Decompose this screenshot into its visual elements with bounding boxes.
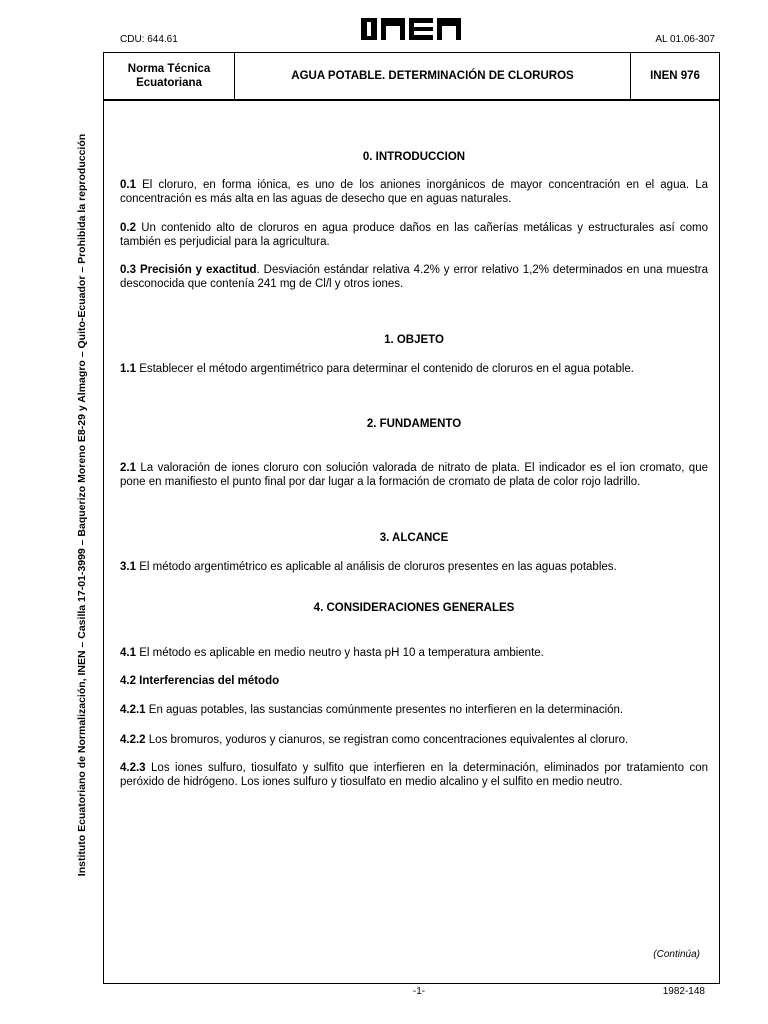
norm-type-cell [104, 53, 234, 99]
paragraph-4-2-3: 4.2.3 Los iones sulfuro, tiosulfato y sulfito que interfieren en la determinación, eliminados por tratamiento con peróxido de hidrógeno. Los iones sulfuro y tiosulfato en medio alcalino y el sulfito en medio neutro. [120, 762, 708, 788]
sidebar-text: Instituto Ecuatoriano de Normalización, INEN – Casilla 17-01-3999 – Baquerizo Moreno E8-29 y Almagro – Quito-Ecuador – Prohibida la reproducción [76, 133, 88, 877]
paragraph-1-1: 1.1 Establecer el método argentimétrico para determinar el contenido de cloruros en el agua potable. [120, 363, 634, 375]
heading-consideraciones: 4. CONSIDERACIONES GENERALES [313, 602, 515, 614]
cdu-code: CDU: 644.61 [120, 34, 178, 45]
paragraph-0-3: 0.3 Precisión y exactitud. Desviación estándar relativa 4.2% y error relativo 1,2% determinados en una muestra desconocida que contenía 241 mg de Cl/l y otros iones. [120, 264, 708, 290]
heading-alcance: 3. ALCANCE [379, 532, 449, 544]
header-table [103, 52, 720, 100]
page-number: -1- [412, 986, 426, 997]
heading-fundamento: 2. FUNDAMENTO [366, 418, 462, 430]
paragraph-4-2-2: 4.2.2 Los bromuros, yoduros y cianuros, se registran como concentraciones equivalentes al cloruro. [120, 734, 629, 746]
paragraph-0-1: 0.1 El cloruro, en forma iónica, es uno de los aniones inorgánicos de mayor concentración en el agua. La concentración es más alta en las aguas de desecho que en aguas naturales. [120, 179, 708, 205]
heading-objeto: 1. OBJETO [384, 334, 444, 346]
paragraph-4-1: 4.1 El método es aplicable en medio neutro y hasta pH 10 a temperatura ambiente. [120, 647, 544, 659]
publication-year: 1982-148 [662, 986, 705, 997]
paragraph-3-1: 3.1 El método argentimétrico es aplicable al análisis de cloruros presentes en las aguas potables. [120, 561, 617, 573]
heading-introduccion: 0. INTRODUCCION [362, 151, 466, 163]
paragraph-2-1: 2.1 La valoración de iones cloruro con solución valorada de nitrato de plata. El indicador es el ion cromato, que pone en manifiesto el punto final por dar lugar a la formación de cromato de plata de color rojo ladrillo. [120, 462, 708, 488]
inen-logo [359, 16, 463, 42]
norm-number: INEN 976 [650, 70, 700, 82]
document-code: AL 01.06-307 [655, 34, 715, 45]
paragraph-0-2: 0.2 Un contenido alto de cloruros en agua produce daños en las cañerías metálicas y estructurales así como también es perjudicial para la agricultura. [120, 222, 708, 248]
continua-note: (Continúa) [653, 949, 700, 960]
subheading-4-2: 4.2 Interferencias del método [120, 675, 280, 687]
paragraph-4-2-1: 4.2.1 En aguas potables, las sustancias comúnmente presentes no interfieren en la determinación. [120, 704, 624, 716]
norm-type-line2: Ecuatoriana [136, 77, 202, 89]
norm-type-line1: Norma Técnica [127, 63, 211, 75]
inen-logo-icon [359, 16, 463, 42]
document-title: AGUA POTABLE. DETERMINACIÓN DE CLORUROS [291, 70, 574, 82]
